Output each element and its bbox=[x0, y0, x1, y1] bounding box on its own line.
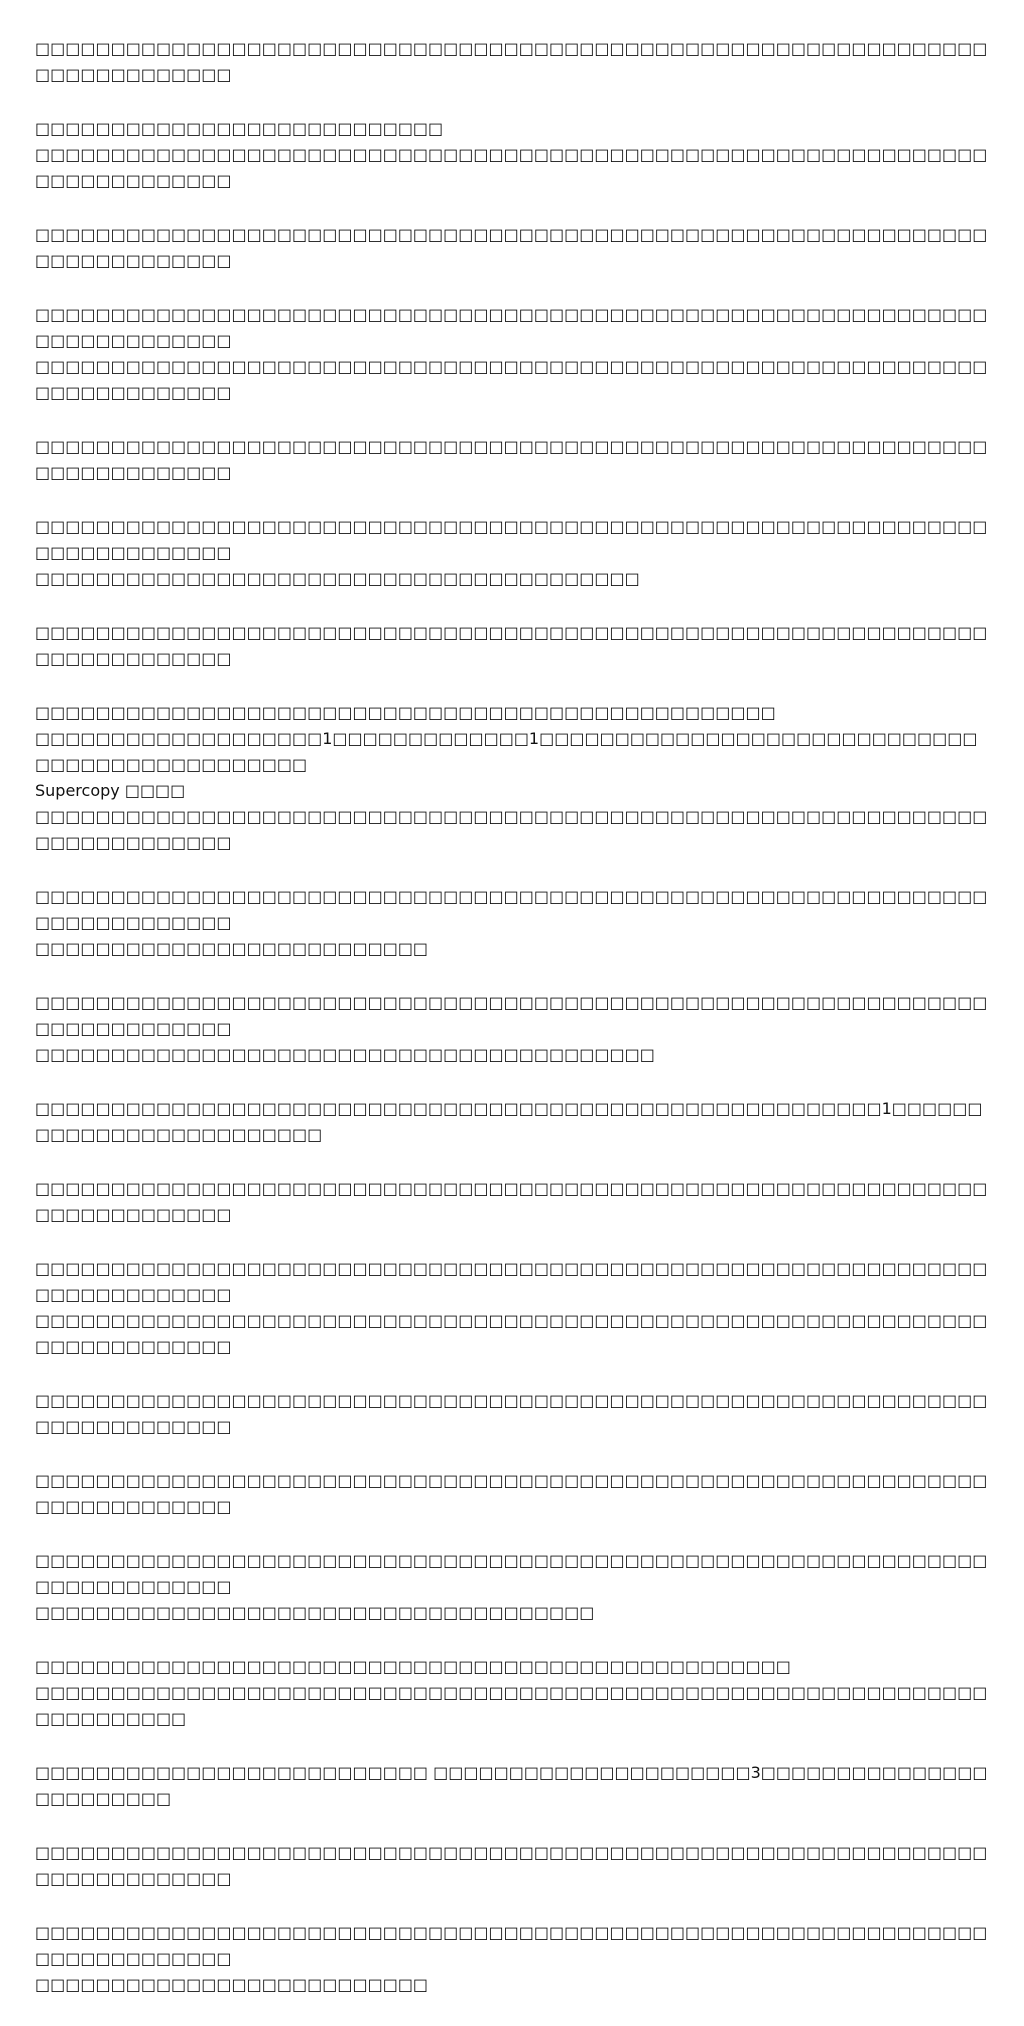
paragraph-7: □□□□□□□□□□□□□□□□□□□□□□□□□□□□□□□□□□□□□□□□□□□□□□□□□□□□□□□□□□□□□□□□□□□□□□□□□□□□ bbox=[35, 623, 988, 668]
paragraph-4: □□□□□□□□□□□□□□□□□□□□□□□□□□□□□□□□□□□□□□□□□□□□□□□□□□□□□□□□□□□□□□□□□□□□□□□□□□□□ □□□□□□□□□□□□□□□□□□□□□□□□□□□□□□□□□□□□□□□□□□□□□□□□□□□□□□□□□□□□□□□□□□□□□□□□□□□□ bbox=[35, 305, 988, 402]
paragraph-18: □□□□□□□□□□□□□□□□□□□□□□□□□□ □□□□□□□□□□□□□□□□□□□□□3□□□□□□□□□□□□□□□□□□□□□□□□ bbox=[35, 1763, 988, 1808]
paragraph-13: □□□□□□□□□□□□□□□□□□□□□□□□□□□□□□□□□□□□□□□□□□□□□□□□□□□□□□□□□□□□□□□□□□□□□□□□□□□□ □□□□□□□□□□□□□□□□□□□□□□□□□□□□□□□□□□□□□□□□□□□□□□□□□□□□□□□□□□□□□□□□□□□□□□□□□□□□ bbox=[35, 1259, 988, 1356]
document-body bbox=[35, 36, 990, 2026]
paragraph-1: □□□□□□□□□□□□□□□□□□□□□□□□□□□□□□□□□□□□□□□□□□□□□□□□□□□□□□□□□□□□□□□□□□□□□□□□□□□□ bbox=[35, 39, 988, 84]
paragraph-12: □□□□□□□□□□□□□□□□□□□□□□□□□□□□□□□□□□□□□□□□□□□□□□□□□□□□□□□□□□□□□□□□□□□□□□□□□□□□ bbox=[35, 1179, 988, 1224]
paragraph-16: □□□□□□□□□□□□□□□□□□□□□□□□□□□□□□□□□□□□□□□□□□□□□□□□□□□□□□□□□□□□□□□□□□□□□□□□□□□□ □□□□□□□□□□□□□□□□□□□□□□□□□□□□□□□□□□□□□ bbox=[35, 1551, 988, 1622]
paragraph-14: □□□□□□□□□□□□□□□□□□□□□□□□□□□□□□□□□□□□□□□□□□□□□□□□□□□□□□□□□□□□□□□□□□□□□□□□□□□□ bbox=[35, 1391, 988, 1436]
paragraph-15: □□□□□□□□□□□□□□□□□□□□□□□□□□□□□□□□□□□□□□□□□□□□□□□□□□□□□□□□□□□□□□□□□□□□□□□□□□□□ bbox=[35, 1471, 988, 1516]
paragraph-3: □□□□□□□□□□□□□□□□□□□□□□□□□□□□□□□□□□□□□□□□□□□□□□□□□□□□□□□□□□□□□□□□□□□□□□□□□□□□ bbox=[35, 225, 988, 270]
paragraph-9: □□□□□□□□□□□□□□□□□□□□□□□□□□□□□□□□□□□□□□□□□□□□□□□□□□□□□□□□□□□□□□□□□□□□□□□□□□□□ □□□□□□□□□□□□□□□□□□□□□□□□□□ bbox=[35, 887, 988, 958]
paragraph-17: □□□□□□□□□□□□□□□□□□□□□□□□□□□□□□□□□□□□□□□□□□□□□□□□□□ □□□□□□□□□□□□□□□□□□□□□□□□□□□□□□□□□□□□□□□□□□□□□□□□□□□□□□□□□□□□□□□□□□□□□□□□□ bbox=[35, 1657, 988, 1728]
paragraph-19: □□□□□□□□□□□□□□□□□□□□□□□□□□□□□□□□□□□□□□□□□□□□□□□□□□□□□□□□□□□□□□□□□□□□□□□□□□□□ bbox=[35, 1843, 988, 1888]
paragraph-8: □□□□□□□□□□□□□□□□□□□□□□□□□□□□□□□□□□□□□□□□□□□□□□□□□ □□□□□□□□□□□□□□□□□□□1□□□□□□□□□□□□□1□□□□□□□□□□□□□□□□□□□□□□□□□□□□□□□□□□□□□□□□□□□□□□□ Supercopy □□□□ □□□□□□□□□□□□□□□□□□□□□□□□□□□□□□□□□□□□□□□□□□□□□□□□□□□□□□□□□□□□□□□□□□□□□□□□□□□□ bbox=[35, 703, 988, 852]
paragraph-5: □□□□□□□□□□□□□□□□□□□□□□□□□□□□□□□□□□□□□□□□□□□□□□□□□□□□□□□□□□□□□□□□□□□□□□□□□□□□ bbox=[35, 437, 988, 482]
paragraph-20: □□□□□□□□□□□□□□□□□□□□□□□□□□□□□□□□□□□□□□□□□□□□□□□□□□□□□□□□□□□□□□□□□□□□□□□□□□□□ □□□□□□□□□□□□□□□□□□□□□□□□□□ bbox=[35, 1923, 988, 1994]
paragraph-6: □□□□□□□□□□□□□□□□□□□□□□□□□□□□□□□□□□□□□□□□□□□□□□□□□□□□□□□□□□□□□□□□□□□□□□□□□□□□ □□□□□□□□□□□□□□□□□□□□□□□□□□□□□□□□□□□□□□□□ bbox=[35, 517, 988, 588]
paragraph-10: □□□□□□□□□□□□□□□□□□□□□□□□□□□□□□□□□□□□□□□□□□□□□□□□□□□□□□□□□□□□□□□□□□□□□□□□□□□□ □□□□□□□□□□□□□□□□□□□□□□□□□□□□□□□□□□□□□□□□□ bbox=[35, 993, 988, 1064]
paragraph-2: □□□□□□□□□□□□□□□□□□□□□□□□□□□ □□□□□□□□□□□□□□□□□□□□□□□□□□□□□□□□□□□□□□□□□□□□□□□□□□□□□□□□□□□□□□□□□□□□□□□□□□□□ bbox=[35, 119, 988, 190]
paragraph-11: □□□□□□□□□□□□□□□□□□□□□□□□□□□□□□□□□□□□□□□□□□□□□□□□□□□□□□□□1□□□□□□□□□□□□□□□□□□□□□□□□□ bbox=[35, 1099, 983, 1144]
